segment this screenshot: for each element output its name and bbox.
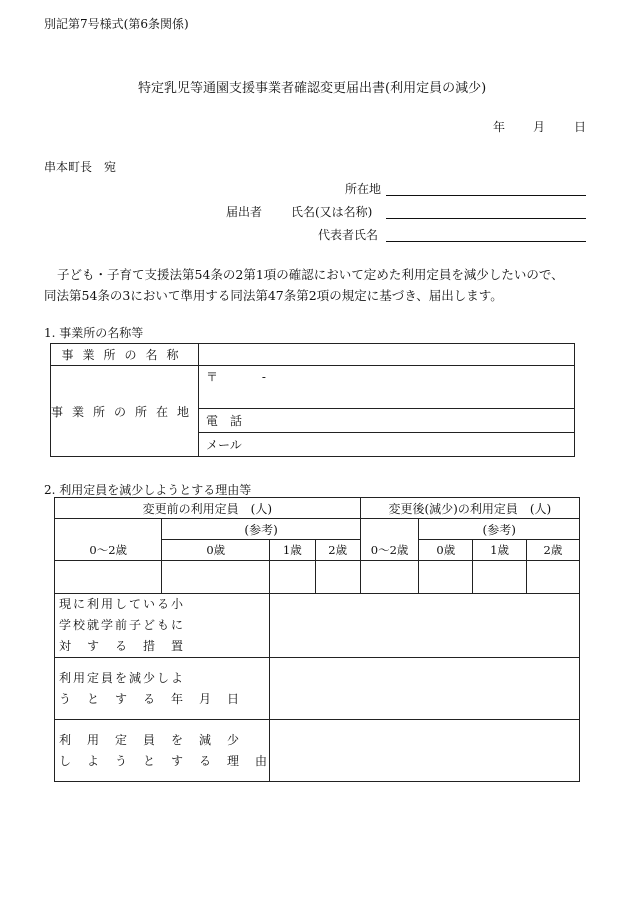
postal-dash: - (261, 370, 266, 384)
measures-field[interactable] (270, 594, 580, 658)
after-age-1-header: 1歳 (473, 540, 527, 561)
date-day-label: 日 (574, 120, 587, 134)
measures-label-line-2: 学校就学前子どもに (59, 618, 186, 632)
after-capacity-header: 変更後(減少)の利用定員 (人) (360, 498, 579, 519)
name-label: 氏名(又は名称) (291, 205, 373, 219)
after-age-2-input[interactable] (526, 561, 579, 594)
email-field[interactable] (199, 433, 575, 457)
measures-label-line-3: 対 す る 措 置 (59, 639, 186, 653)
section1-heading: 1. 事業所の名称等 (44, 326, 144, 340)
facility-name-field[interactable] (199, 344, 575, 366)
after-age-0-2-header: 0〜2歳 (360, 519, 419, 561)
body-line-2: 同法第54条の3において準用する同法第47条第2項の規定に基づき、届出します。 (44, 288, 503, 303)
facility-table (50, 343, 575, 457)
before-age-0-header: 0歳 (162, 540, 270, 561)
reduction-reason-field[interactable] (270, 720, 580, 782)
before-age-2-header: 2歳 (315, 540, 360, 561)
form-title: 特定乳児等通園支援事業者確認変更届出書(利用定員の減少) (138, 81, 487, 96)
applicant-role-label: 届出者 (226, 205, 263, 219)
measures-label-line-1: 現に利用している小 (59, 597, 186, 611)
date-month-label: 月 (533, 120, 546, 134)
representative-field[interactable] (386, 241, 586, 242)
reduction-date-field[interactable] (270, 658, 580, 720)
measures-label (55, 594, 270, 658)
phone-field[interactable] (199, 409, 575, 433)
before-capacity-header: 変更前の利用定員 (人) (55, 498, 361, 519)
section2-heading: 2. 利用定員を減少しようとする理由等 (44, 483, 252, 497)
reduction-date-label (55, 658, 270, 720)
facility-location-label: 事業所の所在地 (51, 366, 199, 457)
before-age-1-input[interactable] (270, 561, 316, 594)
after-age-0-header: 0歳 (419, 540, 473, 561)
after-age-1-input[interactable] (473, 561, 527, 594)
reduction-date-label-line-2: う と す る 年 月 日 (59, 691, 242, 706)
after-age-0-2-input[interactable] (360, 561, 419, 594)
after-reference-header: (参考) (419, 519, 580, 540)
address-label: 所在地 (345, 182, 382, 196)
before-age-2-input[interactable] (315, 561, 360, 594)
phone-label: 電 話 (206, 414, 243, 428)
reduction-reason-label-line-2: し よ う と す る 理 由 (59, 753, 270, 768)
after-age-0-input[interactable] (419, 561, 473, 594)
email-label: メール (206, 438, 242, 452)
postal-mark: 〒 (206, 370, 219, 384)
capacity-table (54, 497, 580, 782)
form-number: 別記第7号様式(第6条関係) (44, 17, 189, 31)
addressee: 串本町長 宛 (44, 160, 117, 174)
facility-name-label: 事業所の名称 (51, 344, 199, 366)
before-age-0-input[interactable] (162, 561, 270, 594)
facility-address-field[interactable] (199, 366, 575, 409)
representative-label: 代表者氏名 (318, 228, 379, 242)
reduction-reason-label (55, 720, 270, 782)
body-line-1: 子ども・子育て支援法第54条の2第1項の確認において定めた利用定員を減少したいので、 (57, 267, 564, 282)
after-age-2-header: 2歳 (526, 540, 579, 561)
reduction-date-label-line-1: 利用定員を減少しよ (59, 670, 186, 685)
before-age-0-2-input[interactable] (55, 561, 162, 594)
before-age-0-2-header: 0〜2歳 (55, 519, 162, 561)
date-year-label: 年 (493, 120, 506, 134)
reduction-reason-label-line-1: 利 用 定 員 を 減 少 (59, 732, 242, 747)
address-field[interactable] (386, 195, 586, 196)
before-age-1-header: 1歳 (270, 540, 316, 561)
before-reference-header: (参考) (162, 519, 360, 540)
name-field[interactable] (386, 218, 586, 219)
